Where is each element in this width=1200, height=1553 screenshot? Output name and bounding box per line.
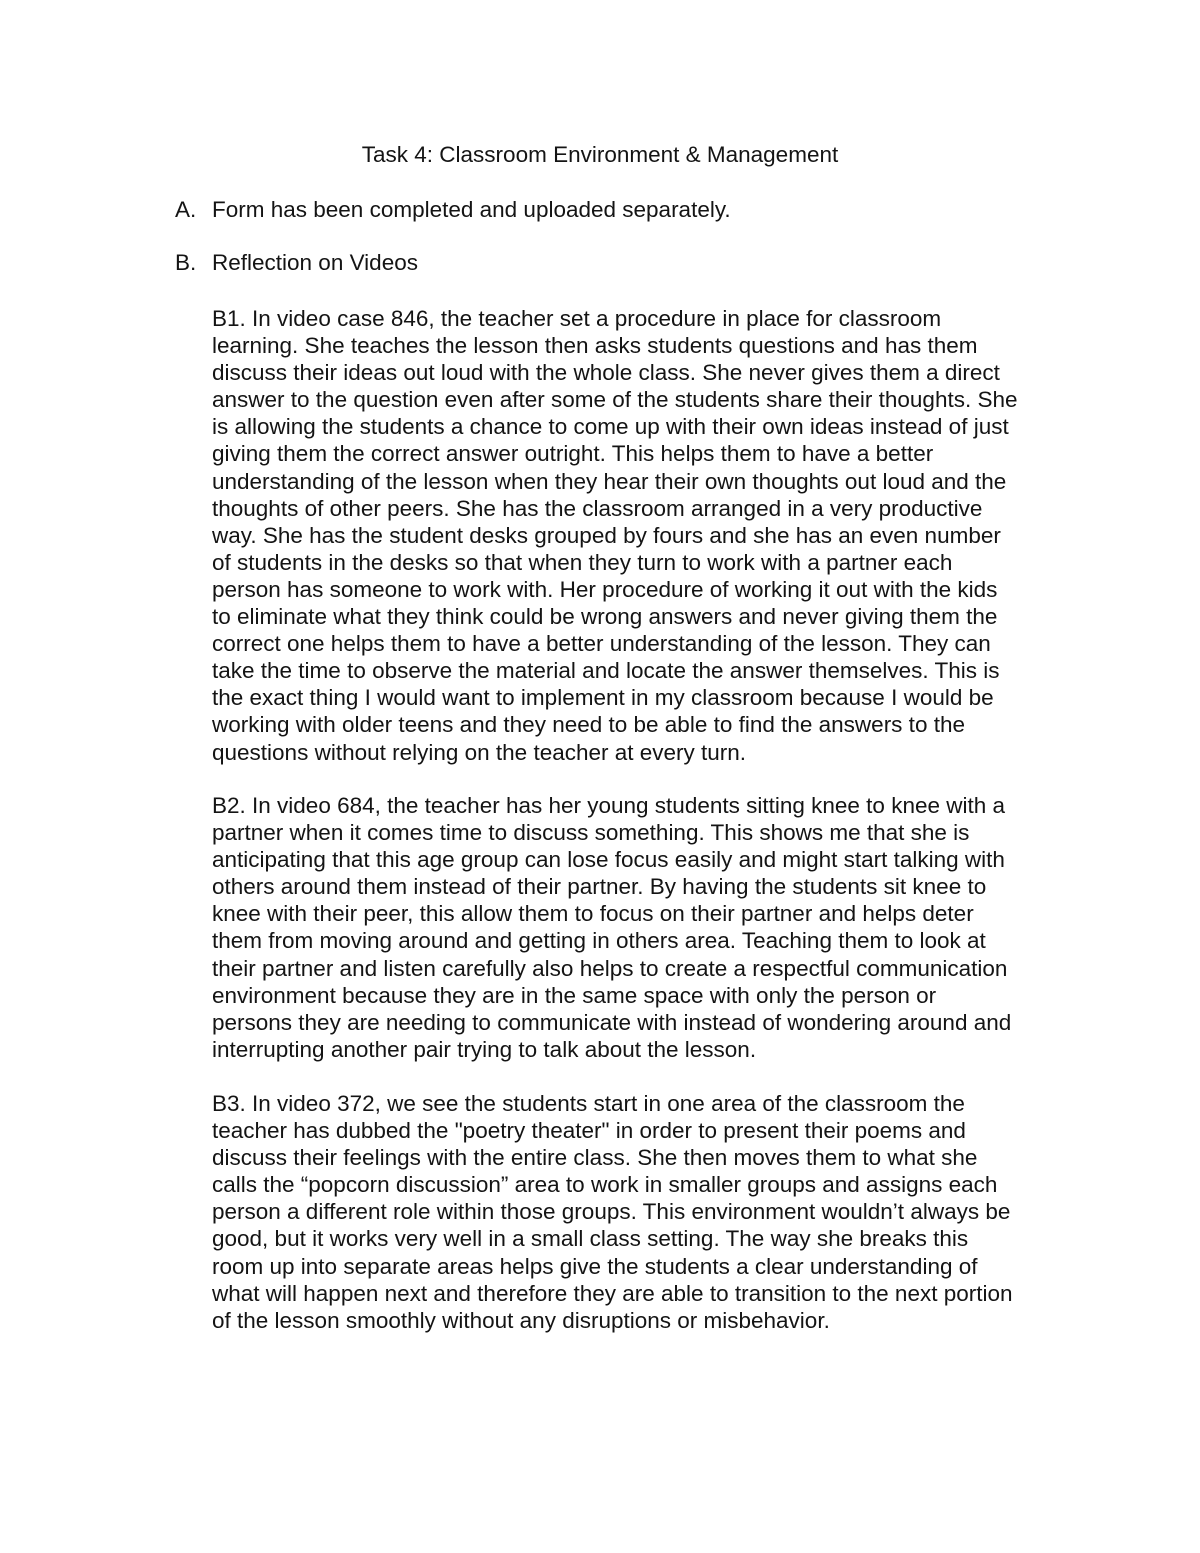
paragraph-line: partner when it comes time to discuss something. This shows me that she is	[212, 820, 970, 846]
paragraph-line: giving them the correct answer outright. This helps them to have a better	[212, 441, 934, 467]
paragraph-line: what will happen next and therefore they are able to transition to the next portion	[212, 1280, 1013, 1306]
paragraph-line: of the lesson smoothly without any disruptions or misbehavior.	[212, 1307, 830, 1333]
paragraph-line: the exact thing I would want to implement in my classroom because I would be	[212, 685, 994, 711]
paragraph-line: good, but it works very well in a small class setting. The way she breaks this	[212, 1226, 969, 1252]
paragraph-line: teacher has dubbed the "poetry theater" in order to present their poems and	[212, 1118, 966, 1144]
paragraph-line: persons they are needing to communicate with instead of wondering around and	[212, 1009, 1012, 1035]
paragraph-line: B2. In video 684, the teacher has her young students sitting knee to knee with a	[212, 793, 1006, 818]
list-item-a-text: Form has been completed and uploaded separately.	[212, 197, 731, 222]
list-item-b	[175, 249, 418, 277]
paragraph-b3	[212, 1090, 1062, 1334]
paragraph-line: way. She has the student desks grouped by fours and she has an even number	[212, 522, 1001, 548]
paragraph-line: them from moving around and getting in others area. Teaching them to look at	[212, 928, 986, 954]
list-marker-b: B.	[175, 250, 197, 275]
paragraph-line: person a different role within those groups. This environment wouldn’t always be	[212, 1199, 1011, 1225]
paragraph-line: calls the “popcorn discussion” area to work in smaller groups and assigns each	[212, 1172, 998, 1198]
paragraph-line: discuss their ideas out loud with the whole class. She never gives them a direct	[212, 360, 1000, 386]
paragraph-line: answer to the question even after some of the students share their thoughts. She	[212, 387, 1018, 413]
paragraph-line: their partner and listen carefully also helps to create a respectful communication	[212, 955, 1008, 981]
paragraph-line: anticipating that this age group can lose focus easily and might start talking with	[212, 847, 1005, 873]
paragraph-line: take the time to observe the material and locate the answer themselves. This is	[212, 658, 1000, 684]
list-marker-a: A.	[175, 197, 197, 222]
paragraph-line: is allowing the students a chance to come up with their own ideas instead of just	[212, 414, 1009, 440]
paragraph-line: interrupting another pair trying to talk about the lesson.	[212, 1036, 757, 1062]
paragraph-line: B1. In video case 846, the teacher set a procedure in place for classroom	[212, 306, 942, 331]
paragraph-line: correct one helps them to have a better understanding of the lesson. They can	[212, 631, 991, 657]
paragraph-line: of students in the desks so that when they turn to work with a partner each	[212, 549, 953, 575]
paragraph-line: questions without relying on the teacher at every turn.	[212, 739, 747, 765]
paragraph-b2	[212, 792, 1062, 1063]
paragraph-line: room up into separate areas helps give the students a clear understanding of	[212, 1253, 978, 1279]
paragraph-line: others around them instead of their partner. By having the students sit knee to	[212, 874, 987, 900]
paragraph-line: learning. She teaches the lesson then asks students questions and has them	[212, 333, 978, 359]
paragraph-line: to eliminate what they think could be wrong answers and never giving them the	[212, 604, 998, 630]
paragraph-line: person has someone to work with. Her procedure of working it out with the kids	[212, 576, 998, 602]
list-item-a	[175, 196, 731, 224]
list-item-b-text: Reflection on Videos	[212, 250, 418, 275]
paragraph-line: discuss their feelings with the entire class. She then moves them to what she	[212, 1145, 978, 1171]
paragraph-line: environment because they are in the same space with only the person or	[212, 982, 937, 1008]
paragraph-line: understanding of the lesson when they hear their own thoughts out loud and the	[212, 468, 1007, 494]
paragraph-b1	[212, 305, 1062, 766]
paragraph-line: working with older teens and they need to be able to find the answers to the	[212, 712, 965, 738]
paragraph-line: knee with their peer, this allow them to focus on their partner and helps deter	[212, 901, 974, 927]
document-title: Task 4: Classroom Environment & Management	[361, 142, 839, 167]
paragraph-line: thoughts of other peers. She has the classroom arranged in a very productive	[212, 495, 983, 521]
paragraph-line: B3. In video 372, we see the students start in one area of the classroom the	[212, 1091, 965, 1116]
